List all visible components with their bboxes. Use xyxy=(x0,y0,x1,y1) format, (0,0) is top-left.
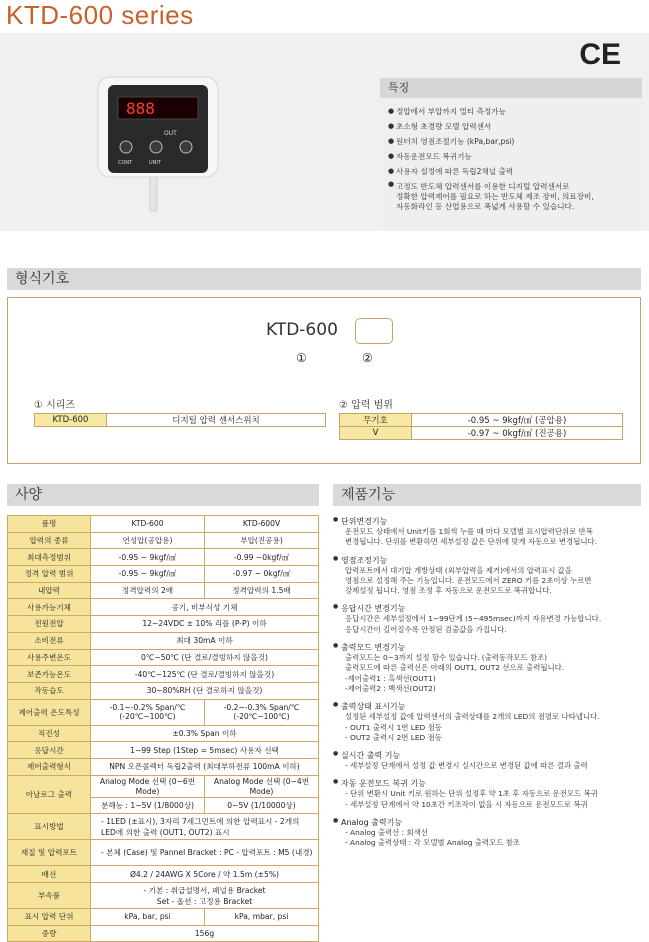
spec-section-title: 사양 xyxy=(7,484,319,506)
range-desc: -0.95 ~ 9kgf/㎠ (공압용) xyxy=(412,414,623,427)
function-line: - 세부설정 단계에서 설정 값 변경시 실시간으로 변경된 값에 따른 결과 출력 xyxy=(345,761,588,771)
table-row xyxy=(8,699,319,725)
spec-value: -0.95 ~ 9kgf/㎠ xyxy=(91,549,205,566)
function-line: - OUT1 출력시 1번 LED 점등 xyxy=(345,722,442,732)
features-box xyxy=(380,78,642,228)
spec-value: - 본체 (Case) 및 Pannel Bracket : PC - 압력포트 : M5 (내경) xyxy=(91,840,319,866)
function-line: - Analog 출력상태 : 각 모델별 Analog 출력모드 참조 xyxy=(345,838,520,848)
spec-value: 공기, 비부식성 기체 xyxy=(91,599,319,616)
feature-text: 고정도 반도체 압력센서를 이용한 디지털 압력센서로 xyxy=(396,182,570,191)
spec-key: 정격 압력 범위 xyxy=(8,566,91,583)
table-row xyxy=(8,925,319,942)
cont-label: CONT xyxy=(118,160,133,166)
features-list xyxy=(380,98,642,212)
feature-cont: 자동화라인 등 산업용으로 폭넓게 사용할 수 있습니다. xyxy=(396,202,575,211)
table-row xyxy=(8,566,319,583)
feature-cont: 정확한 압력제어를 필요로 하는 반도체 제조 장비, 의료장비, xyxy=(396,192,594,201)
spec-key: 아날로그 출력 xyxy=(8,775,91,814)
spec-value: 정격압력의 2배 xyxy=(91,582,205,599)
function-item xyxy=(333,750,645,771)
series-title: ① 시리즈 xyxy=(34,400,76,411)
function-line: 운전모드 상태에서 Unit키를 1회씩 누를 때 마다 모델별 표시압력단위로 반복 xyxy=(345,527,593,536)
series-desc: 디지털 압력 센서스위치 xyxy=(107,414,326,427)
spec-key: 제어출력형식 xyxy=(8,758,91,775)
spec-value: Ø4.2 / 24AWG X 5Core / 약 1.5m (±5%) xyxy=(91,866,319,883)
function-item xyxy=(333,642,645,694)
table-row xyxy=(8,616,319,633)
spec-value: 부압(진공용) xyxy=(205,532,319,549)
spec-value: -0.1~-0.2% Span/℃ (-20℃~100℃) xyxy=(91,699,205,725)
function-section-title: 제품기능 xyxy=(333,484,641,506)
feature-item: ● 초소형 초경량 모델 압력센서 xyxy=(388,119,642,134)
spec-table xyxy=(7,515,319,942)
function-line: 응답시간이 길어질수록 안정된 검출값을 가집니다. xyxy=(345,624,507,634)
table-row xyxy=(8,866,319,883)
function-line: 응답시간은 세부설정에서 1~99단계 (5~495msec)까지 자유변경 가능합니다. xyxy=(345,614,602,624)
function-heading: ● 실시간 출력 기능 xyxy=(341,751,401,761)
spec-value: -0.95 ~ 9kgf/㎠ xyxy=(91,566,205,583)
spec-header: KTD-600 xyxy=(91,516,205,533)
page-title: KTD-600 series xyxy=(6,0,194,30)
function-heading: ● 출력모드 변경기능 xyxy=(341,643,406,653)
feature-item: ● 자동운전모드 복귀기능 xyxy=(388,149,642,164)
series-code: KTD-600 xyxy=(35,414,107,427)
function-item xyxy=(333,701,645,743)
range-table xyxy=(339,413,623,440)
marker-2: ② xyxy=(362,351,373,365)
features-title: 특징 xyxy=(380,78,642,98)
function-heading: ● 응답시간 변경기능 xyxy=(341,604,406,614)
spec-value: 30~80%RH (단 결로하지 않을것) xyxy=(91,682,319,699)
led-digits: 888 xyxy=(126,99,155,118)
table-row xyxy=(8,532,319,549)
function-line: 영점으로 설정해 주는 기능입니다. 운전모드에서 ZERO 키를 2초이상 누르면 xyxy=(345,575,592,585)
function-line: -제어출력2 : 백색선(OUT2) xyxy=(345,683,436,693)
cont-key[interactable] xyxy=(120,141,132,153)
spec-value: 0℃~50℃ (단 결로/결빙하지 않을것) xyxy=(91,649,319,666)
out-label: OUT xyxy=(164,130,177,137)
table-row xyxy=(8,725,319,742)
spec-value: -40℃~125℃ (단 결로/결빙하지 않을것) xyxy=(91,666,319,683)
spec-key: 전원전압 xyxy=(8,616,91,633)
function-line: - 단위 변환시 Unit 키로 원하는 단위 설정후 약 1초 후 자동으로 운전모드 복귀 xyxy=(345,789,598,799)
spec-key: 소비전류 xyxy=(8,632,91,649)
spec-value: - 기본 : 취급설명서, 패널용 Bracket Set - 옵션 : 고정용 Bracket xyxy=(91,883,319,909)
function-item xyxy=(333,516,645,548)
function-heading: ● 영점조정기능 xyxy=(341,555,388,565)
range-title: ② 압력 범위 xyxy=(339,400,393,411)
spec-key: 사용가능기체 xyxy=(8,599,91,616)
table-row xyxy=(8,632,319,649)
spec-key: 배선 xyxy=(8,866,91,883)
function-line: 설정된 세부설정 값에 압력센서의 출력상태를 2개의 LED의 점멸로 나타냅니다. xyxy=(345,712,600,722)
spec-key: 보존가능온도 xyxy=(8,666,91,683)
function-heading: ● 자동 운전모드 복귀 기능 xyxy=(341,779,426,789)
ce-mark: CE xyxy=(579,38,621,71)
model-code-box xyxy=(7,297,641,464)
spec-value: Analog Mode 선택 (0~4번 Mode) xyxy=(205,775,319,797)
spec-value: 0~5V (1/10000상) xyxy=(205,797,319,814)
feature-item xyxy=(388,179,642,212)
function-line: - Analog 출력선 : 회색선 xyxy=(345,828,428,838)
spec-value: ±0.3% Span 이하 xyxy=(91,725,319,742)
table-row xyxy=(340,427,623,440)
table-header-row xyxy=(8,516,319,533)
function-item xyxy=(333,603,645,635)
function-heading: ● 단위변경기능 xyxy=(341,517,388,526)
function-line: - OUT2 출력시 2번 LED 점등 xyxy=(345,732,442,742)
spec-value: -0.99 ~0kgf/㎠ xyxy=(205,549,319,566)
function-line: 출력모드에 따른 출력선은 아래의 OUT1, OUT2 선으로 출력됩니다. xyxy=(345,663,565,673)
range-code: V xyxy=(340,427,412,440)
model-code: KTD-600 xyxy=(266,320,338,340)
function-list xyxy=(333,516,645,856)
function-heading: ● Analog 출력기능 xyxy=(341,818,403,828)
range-code: 무기호 xyxy=(340,414,412,427)
function-line: - 세부설정 단계에서 약 10초간 키조작이 없을 시 자동으로 운전모드로 복귀 xyxy=(345,799,588,809)
model-section-title: 형식기호 xyxy=(7,268,641,290)
table-row xyxy=(8,599,319,616)
spec-key: 직진성 xyxy=(8,725,91,742)
spec-key: 중량 xyxy=(8,925,91,942)
table-row xyxy=(8,775,319,797)
table-row xyxy=(340,414,623,427)
function-line: 출력모드는 0~3까지 설정 할수 있습니다. (출력동작모드 참조) xyxy=(345,653,548,663)
up-key[interactable] xyxy=(180,141,192,153)
spec-key: 표시 압력 단위 xyxy=(8,909,91,926)
spec-header: KTD-600V xyxy=(205,516,319,533)
table-row xyxy=(8,909,319,926)
spec-key: 작동습도 xyxy=(8,682,91,699)
function-line: 압력포트에서 대기압 개방상태 (외부압력을 제거)에서의 압력표시 값을 xyxy=(345,565,572,575)
unit-key[interactable] xyxy=(150,141,162,153)
series-table xyxy=(34,413,326,427)
table-row xyxy=(8,758,319,775)
spec-key: 제어출력 온도특성 xyxy=(8,699,91,725)
spec-value: 최대 30mA 이하 xyxy=(91,632,319,649)
function-line: 강제설정 됩니다. 영점 조정 후 자동으로 운전모드로 복귀합니다. xyxy=(345,586,552,596)
spec-header: 품명 xyxy=(8,516,91,533)
function-line: -제어출력1 : 흑색선(OUT1) xyxy=(345,673,436,683)
table-row xyxy=(8,840,319,866)
marker-1: ① xyxy=(296,351,307,365)
spec-key: 표시방법 xyxy=(8,814,91,840)
spec-key: 압력의 종류 xyxy=(8,532,91,549)
spec-key: 사용주변온도 xyxy=(8,649,91,666)
spec-key: 내압력 xyxy=(8,582,91,599)
spec-key: 부속품 xyxy=(8,883,91,909)
spec-value: 156g xyxy=(91,925,319,942)
function-line: 변경됩니다. 단위를 변환하면 세부설정 값은 단위에 맞게 자동으로 변경됩니다. xyxy=(345,537,597,547)
spec-value: 1~99 Step (1Step = 5msec) 사용자 선택 xyxy=(91,742,319,759)
product-image xyxy=(92,71,224,211)
spec-value: 연성압(공압용) xyxy=(91,532,205,549)
spec-value: 정격압력의 1.5배 xyxy=(205,582,319,599)
function-item xyxy=(333,555,645,597)
table-row xyxy=(8,682,319,699)
range-desc: -0.97 ~ 0kgf/㎠ (진공용) xyxy=(412,427,623,440)
table-row xyxy=(35,414,326,427)
table-row xyxy=(8,549,319,566)
spec-value: NPN 오픈콜렉터 독립2출력 (최대부하전류 100mA 이하) xyxy=(91,758,319,775)
table-row xyxy=(8,666,319,683)
feature-item: ● 원터치 영점조절기능 (kPa,bar,psi) xyxy=(388,134,642,149)
table-row xyxy=(8,742,319,759)
spec-value: Analog Mode 선택 (0~6번 Mode) xyxy=(91,775,205,797)
table-row xyxy=(8,582,319,599)
spec-value: kPa, mbar, psi xyxy=(205,909,319,926)
unit-label: UNIT xyxy=(149,160,161,166)
spec-value: -0.2~-0.3% Span/℃ (-20℃~100℃) xyxy=(205,699,319,725)
spec-value: -0.97 ~ 0kgf/㎠ xyxy=(205,566,319,583)
feature-item: ● 정압에서 부압까지 멀티 측정가능 xyxy=(388,104,642,119)
feature-item: ● 사용자 설정에 따른 독립2채널 출력 xyxy=(388,164,642,179)
function-item xyxy=(333,817,645,849)
spec-value: 분해능 : 1~5V (1/8000상) xyxy=(91,797,205,814)
spec-key: 최대측정범위 xyxy=(8,549,91,566)
spec-value: kPa, bar, psi xyxy=(91,909,205,926)
table-row xyxy=(8,649,319,666)
hero-panel xyxy=(0,33,649,231)
table-row xyxy=(8,883,319,909)
function-heading: ● 출력상태 표시기능 xyxy=(341,702,406,712)
spec-key: 응답시간 xyxy=(8,742,91,759)
spec-value: 12~24VDC ± 10% 리플 (P-P) 이하 xyxy=(91,616,319,633)
spec-key: 재질 및 압력포트 xyxy=(8,840,91,866)
function-item xyxy=(333,778,645,810)
model-option-slot xyxy=(355,318,393,344)
table-row xyxy=(8,814,319,840)
spec-value: - 1LED (±표시), 3자리 7세그먼트에 의한 압력표시 - 2개의 LED에 의한 출력 (OUT1, OUT2) 표시 xyxy=(91,814,319,840)
